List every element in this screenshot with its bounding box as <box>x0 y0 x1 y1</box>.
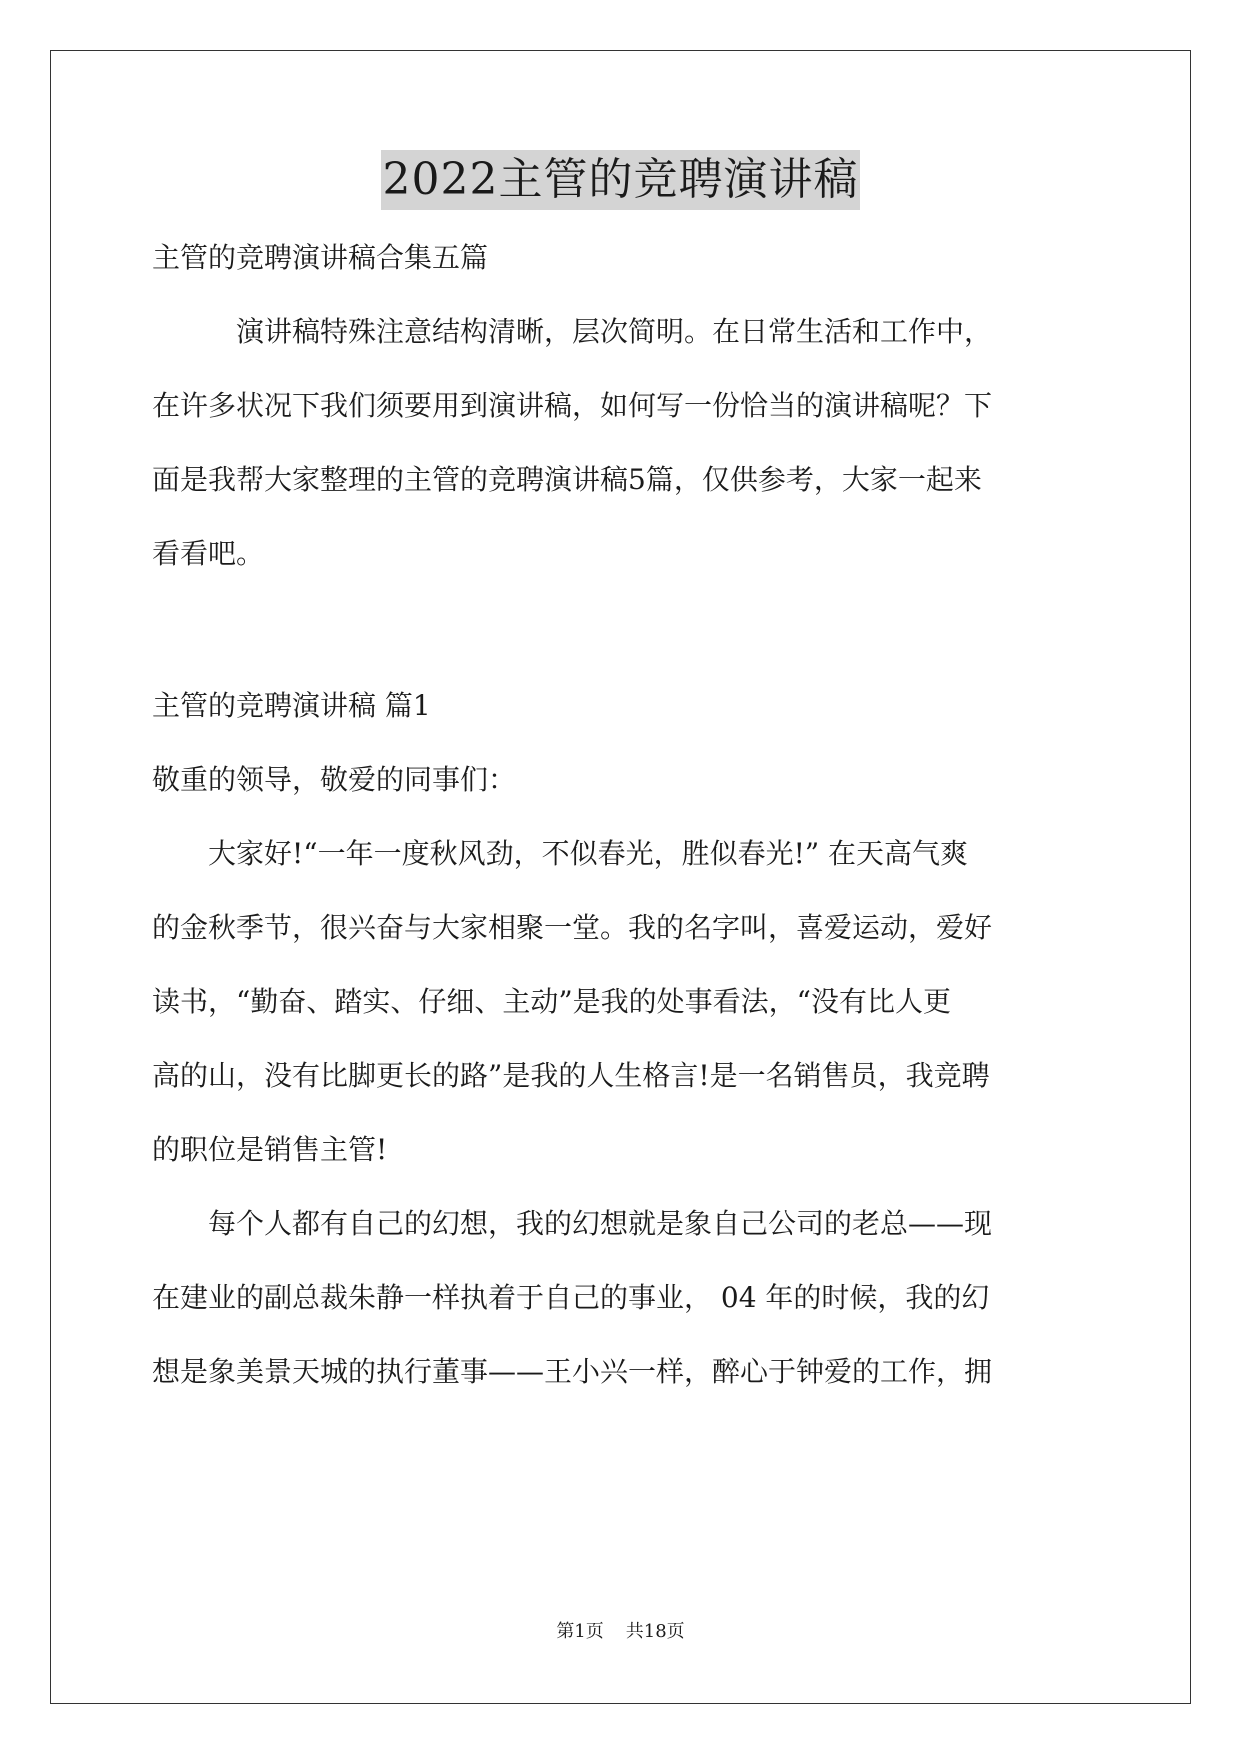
page-number: 第1页 <box>556 1621 604 1642</box>
paragraph1-line-1: 大家好!“一年一度秋风劲，不似春光，胜似春光!” 在天高气爽 <box>152 837 969 870</box>
paragraph2-line-1: 每个人都有自己的幻想，我的幻想就是象自己公司的老总——现 <box>152 1207 993 1240</box>
total-pages: 共18页 <box>625 1621 685 1642</box>
intro-line-4: 看看吧。 <box>152 537 265 570</box>
section-heading: 主管的竞聘演讲稿 篇1 <box>152 689 431 722</box>
page-footer <box>0 1620 1241 1644</box>
document-title: 2022主管的竞聘演讲稿 <box>381 150 861 210</box>
paragraph1-line-5: 的职位是销售主管! <box>152 1133 388 1166</box>
page-border <box>50 50 1191 1704</box>
intro-line-2: 在许多状况下我们须要用到演讲稿，如何写一份恰当的演讲稿呢？下 <box>152 389 993 422</box>
paragraph2-line-3: 想是象美景天城的执行董事——王小兴一样，醉心于钟爱的工作，拥 <box>152 1355 993 1388</box>
paragraph2-line-2: 在建业的副总裁朱静一样执着于自己的事业， 04 年的时候，我的幻 <box>152 1281 990 1314</box>
salutation: 敬重的领导，敬爱的同事们： <box>152 763 517 796</box>
paragraph1-line-2: 的金秋季节，很兴奋与大家相聚一堂。我的名字叫，喜爱运动，爱好 <box>152 911 993 944</box>
title-container <box>0 150 1241 210</box>
paragraph1-line-3: 读书，“勤奋、踏实、仔细、主动”是我的处事看法，“没有比人更 <box>152 985 951 1018</box>
paragraph1-line-4: 高的山，没有比脚更长的路”是我的人生格言!是一名销售员，我竞聘 <box>152 1059 990 1092</box>
intro-line-1: 演讲稿特殊注意结构清晰，层次简明。在日常生活和工作中， <box>152 315 993 348</box>
intro-line-3: 面是我帮大家整理的主管的竞聘演讲稿5篇，仅供参考，大家一起来 <box>152 463 982 496</box>
subtitle: 主管的竞聘演讲稿合集五篇 <box>152 241 489 274</box>
